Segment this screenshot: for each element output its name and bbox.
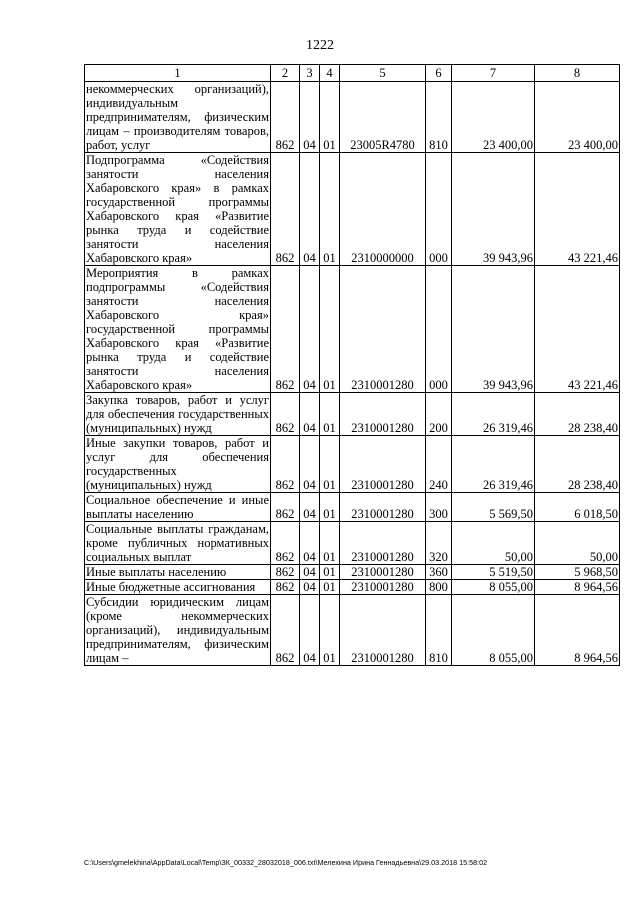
row-name-cell: Социальное обеспечение и иные выплаты населению <box>86 493 269 521</box>
header-cell: 7 <box>452 65 535 82</box>
budget-table <box>84 64 620 666</box>
header-cell: 2 <box>271 65 300 82</box>
row-name-cell: Иные выплаты населению <box>85 565 271 580</box>
table-header-row <box>85 65 620 82</box>
row-value-cell: 862 <box>271 522 300 565</box>
row-value-cell: 862 <box>271 393 300 436</box>
header-cell: 3 <box>300 65 320 82</box>
row-value-cell: 240 <box>426 436 452 493</box>
row-value-cell: 04 <box>300 595 320 666</box>
row-value-cell: 8 964,56 <box>535 580 620 595</box>
row-value-cell: 862 <box>271 436 300 493</box>
row-value-cell: 862 <box>271 565 300 580</box>
row-value-cell: 01 <box>320 493 340 522</box>
row-value-cell: 01 <box>320 595 340 666</box>
row-value-cell: 04 <box>300 565 320 580</box>
row-value-cell: 300 <box>426 493 452 522</box>
file-path-footer: C:\Users\gmelekhina\AppData\Local\Temp\ЗК_00332_28032018_006.txt\Мелехина Ирина Геннадьевна\29.03.2018 15:58:02 <box>84 858 488 867</box>
table-row <box>85 595 620 666</box>
row-value-cell: 6 018,50 <box>535 493 620 522</box>
row-value-cell: 01 <box>320 436 340 493</box>
header-cell: 6 <box>426 65 452 82</box>
row-value-cell: 39 943,96 <box>452 266 535 393</box>
header-cell: 8 <box>535 65 620 82</box>
row-value-cell: 50,00 <box>452 522 535 565</box>
row-name-cell: Закупка товаров, работ и услуг для обеспечения государственных (муниципальных) нужд <box>86 393 269 435</box>
row-value-cell: 320 <box>426 522 452 565</box>
row-value-cell: 800 <box>426 580 452 595</box>
row-value-cell: 04 <box>300 580 320 595</box>
row-name-cell: Социальные выплаты гражданам, кроме публичных нормативных социальных выплат <box>86 522 269 564</box>
table-row <box>85 266 620 393</box>
row-name-cell: Мероприятия в рамках подпрограммы «Содействия занятости населения Хабаровского края» государственной программы Хабаровского края «Развитие рынка труда и содействие занятости населения Хабаровского края» <box>86 266 269 392</box>
row-value-cell: 862 <box>271 153 300 266</box>
row-value-cell: 2310001280 <box>340 522 426 565</box>
row-value-cell: 2310000000 <box>340 153 426 266</box>
row-value-cell: 23 400,00 <box>452 82 535 153</box>
row-value-cell: 50,00 <box>535 522 620 565</box>
row-value-cell: 01 <box>320 153 340 266</box>
row-value-cell: 2310001280 <box>340 266 426 393</box>
row-value-cell: 2310001280 <box>340 565 426 580</box>
row-value-cell: 810 <box>426 595 452 666</box>
row-value-cell: 8 964,56 <box>535 595 620 666</box>
row-value-cell: 862 <box>271 595 300 666</box>
row-value-cell: 810 <box>426 82 452 153</box>
row-value-cell: 43 221,46 <box>535 266 620 393</box>
row-value-cell: 5 968,50 <box>535 565 620 580</box>
row-value-cell: 862 <box>271 580 300 595</box>
row-value-cell: 43 221,46 <box>535 153 620 266</box>
row-value-cell: 862 <box>271 493 300 522</box>
table-row <box>85 82 620 153</box>
row-value-cell: 04 <box>300 393 320 436</box>
table-row <box>85 436 620 493</box>
row-value-cell: 8 055,00 <box>452 580 535 595</box>
row-value-cell: 28 238,40 <box>535 436 620 493</box>
row-value-cell: 2310001280 <box>340 595 426 666</box>
row-value-cell: 5 569,50 <box>452 493 535 522</box>
row-name-cell: Субсидии юридическим лицам (кроме некоммерческих организаций), индивидуальным предпринимателям, физическим лицам – <box>86 595 269 665</box>
row-value-cell: 5 519,50 <box>452 565 535 580</box>
row-value-cell: 2310001280 <box>340 436 426 493</box>
row-value-cell: 2310001280 <box>340 580 426 595</box>
row-value-cell: 2310001280 <box>340 393 426 436</box>
row-value-cell: 862 <box>271 82 300 153</box>
row-value-cell: 01 <box>320 580 340 595</box>
row-value-cell: 200 <box>426 393 452 436</box>
table-row <box>85 153 620 266</box>
header-cell: 1 <box>85 65 271 82</box>
row-value-cell: 04 <box>300 82 320 153</box>
row-value-cell: 04 <box>300 436 320 493</box>
row-value-cell: 2310001280 <box>340 493 426 522</box>
table-row <box>85 493 620 522</box>
row-name-cell: Подпрограмма «Содействия занятости населения Хабаровского края» в рамках государственной программы Хабаровского края «Развитие рынка труда и содействие занятости населения Хабаровского края» <box>86 153 269 265</box>
row-value-cell: 01 <box>320 266 340 393</box>
row-value-cell: 01 <box>320 565 340 580</box>
header-cell: 4 <box>320 65 340 82</box>
row-name-cell: Иные закупки товаров, работ и услуг для обеспечения государственных (муниципальных) нужд <box>86 436 269 492</box>
header-cell: 5 <box>340 65 426 82</box>
row-name-cell: некоммерческих организаций), индивидуальным предпринимателям, физическим лицам – производителям товаров, работ, услуг <box>86 82 269 152</box>
row-value-cell: 01 <box>320 522 340 565</box>
row-value-cell: 04 <box>300 153 320 266</box>
row-value-cell: 000 <box>426 266 452 393</box>
row-value-cell: 23005R4780 <box>340 82 426 153</box>
row-name-cell: Иные бюджетные ассигнования <box>85 580 271 595</box>
table-row <box>85 393 620 436</box>
row-value-cell: 04 <box>300 493 320 522</box>
row-value-cell: 000 <box>426 153 452 266</box>
table-row <box>85 565 620 580</box>
row-value-cell: 39 943,96 <box>452 153 535 266</box>
row-value-cell: 8 055,00 <box>452 595 535 666</box>
row-value-cell: 04 <box>300 266 320 393</box>
table-row <box>85 522 620 565</box>
row-value-cell: 26 319,46 <box>452 393 535 436</box>
row-value-cell: 28 238,40 <box>535 393 620 436</box>
row-value-cell: 04 <box>300 522 320 565</box>
row-value-cell: 01 <box>320 393 340 436</box>
table-row <box>85 580 620 595</box>
page-number: 1222 <box>306 38 334 53</box>
row-value-cell: 862 <box>271 266 300 393</box>
row-value-cell: 360 <box>426 565 452 580</box>
row-value-cell: 23 400,00 <box>535 82 620 153</box>
row-value-cell: 01 <box>320 82 340 153</box>
row-value-cell: 26 319,46 <box>452 436 535 493</box>
